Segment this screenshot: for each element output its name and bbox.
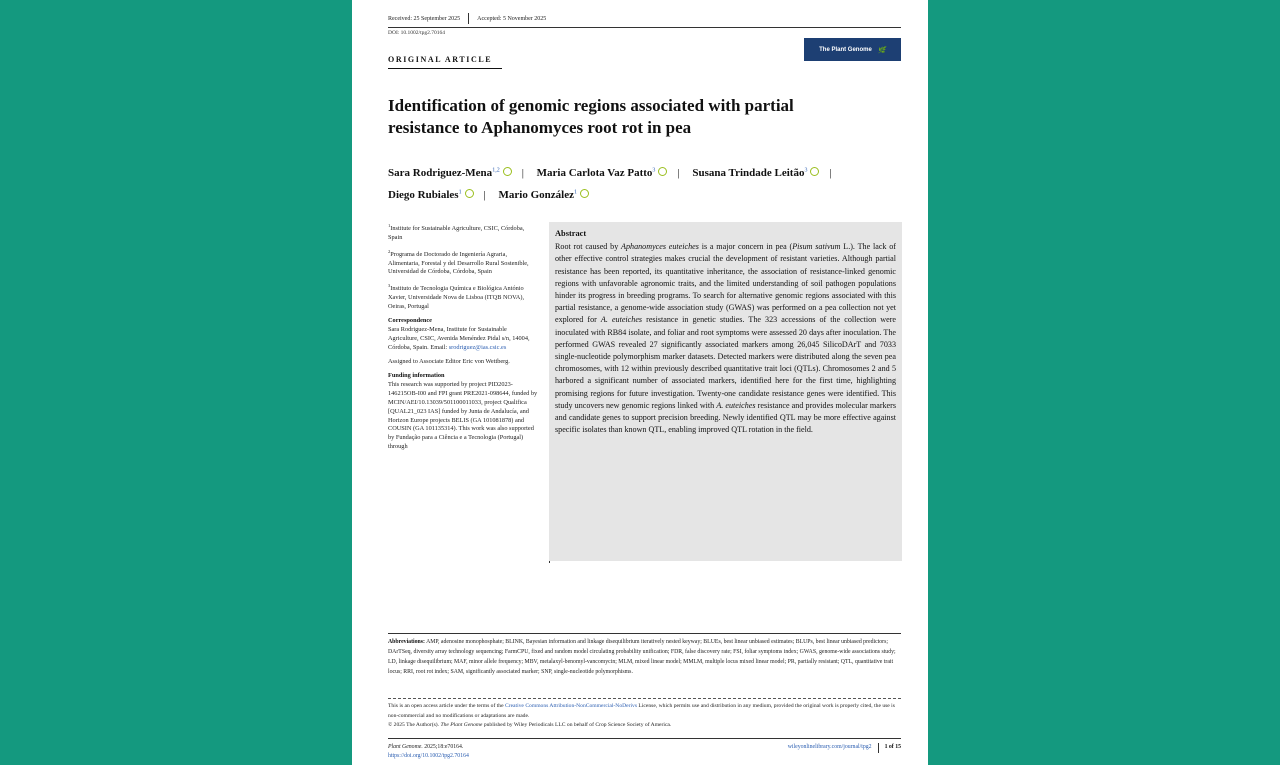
doi: DOI: 10.1002/tpg2.70164 [388, 30, 445, 36]
correspondence-heading: Correspondence [388, 316, 432, 324]
divider [878, 743, 879, 753]
paper-page [352, 0, 928, 765]
author[interactable]: Diego Rubiales$^1$ [388, 189, 474, 201]
accepted-date: Accepted: 5 November 2025 [477, 15, 547, 22]
doi-link[interactable]: https://doi.org/10.1002/tpg2.70164 [388, 753, 469, 759]
divider [468, 13, 469, 24]
abbreviations-text: AMP, adenosine monophosphate; BLINK, Bayesian information and linkage disequilibrium iteratively nested keyway; BLUEs, best linear unbiased estimates; BLUPs, best linear unbiased predictors; DArTSeq, diversity array technology sequencing; FarmCPU, fixed and random model circulating probability unification; FDR, false discovery rate; FSI, foliar symptoms index; GWAS, genome-wide associations study; LD, linkage disequilibrium; MAF, minor allele frequency; MBV, metalaxyl-benomyl-vancomycin; MLM, mixed linear model; MMLM, multiple locus mixed linear model; PR, partially resistant; QTL, quantitative trait locus; RRI, root rot index; SAM, significantly associated marker; SNP, single-nucleotide polymorphisms. [388, 639, 896, 675]
abbreviations-label: Abbreviations: [388, 639, 425, 645]
orcid-icon[interactable] [503, 167, 512, 176]
license-link[interactable]: Creative Commons Attribution-NonCommercial-NoDerivs [504, 703, 638, 709]
abbreviations [388, 633, 901, 677]
author[interactable]: Susana Trindade Leitão$^3$ [692, 167, 819, 179]
leaf-icon: 🌿 [877, 46, 886, 54]
author-list: Sara Rodriguez-Mena$^{1,2}$ | Maria Carlota Vaz Patto$^3$ | Susana Trindade Leitão$^3$ | Diego Rubiales$^1$ | Mario González$^1$ [388, 166, 832, 202]
email-link[interactable]: srodriguez@ias.csic.es [448, 344, 507, 352]
orcid-icon[interactable] [580, 189, 589, 198]
license-block [388, 698, 901, 731]
affiliation: $^2$Programa de Doctorado de Ingeniería Agraria, Alimentaria, Forestal y del Desarrollo Rural Sostenible, Universidad de Córdoba, Córdoba, Spain [388, 248, 529, 276]
funding-text: This research was supported by project PID2023-146215OB-I00 and FPI grant PRE2021-098644, funded by MCIN/AEI/10.13039/501100011033, project Qualifica [QUAL21_023 IAS] funded by Junta de Andalucía, and Horizon Europe projects BELIS (GA 101081878) and COUSIN (GA 101135314). This work was also supported by Fundação para a Ciência e a Tecnologia (Portugal) through [388, 381, 538, 451]
received-accepted-line [388, 13, 901, 28]
footer-citation: Plant Genome. 2025;18:e70164. https://doi.org/10.1002/tpg2.70164 [388, 744, 469, 759]
affiliation: $^1$Institute for Sustainable Agriculture, CSIC, Córdoba, Spain [388, 223, 525, 241]
paper-title: Identification of genomic regions associated with partial resistance to Aphanomyces root rot in pea [388, 96, 794, 137]
divider [388, 68, 502, 69]
sidebar-notes [388, 222, 538, 457]
abstract-box [549, 222, 902, 561]
author[interactable]: Maria Carlota Vaz Patto$^3$ [537, 167, 668, 179]
journal-badge[interactable] [804, 38, 901, 61]
assigned-editor: Assigned to Associate Editor Eric von Wettberg. [388, 357, 510, 365]
license-text: This is an open access article under the terms of the Creative Commons Attribution-NonCommercial-NoDerivs License, which permits use and distribution in any medium, provided the original work is properly cited, the use is non-commercial and no modifications or adaptations are made. [388, 703, 895, 719]
article-type: ORIGINAL ARTICLE [388, 55, 493, 64]
affiliation: $^3$Instituto de Tecnologia Química e Biológica António Xavier, Universidade Nova de Lisboa (ITQB NOVA), Oeiras, Portugal [388, 283, 525, 310]
orcid-icon[interactable] [658, 167, 667, 176]
author[interactable]: Mario González$^1$ [499, 189, 589, 201]
funding-heading: Funding information [388, 371, 445, 379]
footer-right [788, 743, 901, 761]
journal-site-link[interactable]: wileyonlinelibrary.com/journal/tpg2 [787, 744, 872, 750]
correspondence-text: Sara Rodriguez-Mena, Institute for Sustainable Agriculture, CSIC, Avenida Menéndez Pidal s/n, 14004, Córdoba, Spain. Email: srodriguez@ias.csic.es [388, 326, 530, 352]
abstract-heading: Abstract [555, 229, 587, 238]
page-number: 1 of 15 [884, 744, 901, 750]
author[interactable]: Sara Rodriguez-Mena$^{1,2}$ [388, 167, 512, 179]
received-date: Received: 25 September 2025 [388, 15, 461, 22]
page-footer [388, 738, 901, 761]
orcid-icon[interactable] [465, 189, 474, 198]
journal-badge-label: The Plant Genome [819, 46, 872, 53]
orcid-icon[interactable] [810, 167, 819, 176]
copyright: © 2025 The Author(s). The Plant Genome published by Wiley Periodicals LLC on behalf of Crop Science Society of America. [388, 722, 672, 728]
abstract-text: Root rot caused by Aphanomyces euteiches is a major concern in pea (Pisum sativum L.). The lack of other effective control strategies makes crucial the development of resistant varieties. Although partial resistance has been reported, its quantitative inheritance, the association of resistance-linked genomic regions with unfavorable agronomic traits, and the limited understanding of soil pathogen populations hinder its progress in breeding programs. To search for alternative genomic regions associated with this partial resistance, a genome-wide association study (GWAS) was performed on a pea collection not yet explored for A. euteiches resistance in genetic studies. The 323 accessions of the collection were inoculated with RB84 isolate, and foliar and root symptoms were assessed 20 days after inoculation. The performed GWAS revealed 27 significantly associated markers among 26,045 SilicoDArT and 7033 single-nucleotide polymorphism marker datasets. Detected markers were distributed along the seven pea chromosomes, with 12 within previously described quantitative trait loci (QTLs). Chromosomes 2 and 5 harbored a significant number of associated markers, identified here for the first time, highlighting promising regions for future investigation. Twenty-one candidate resistance genes were identified. This study uncovers new genomic regions linked with A. euteiches resistance and provides molecular markers and candidate genes to support precision breeding. Newly identified QTL may be more effective against specific isolates than known QTL, enabling improved QTL rotation in the field. [555, 242, 896, 435]
